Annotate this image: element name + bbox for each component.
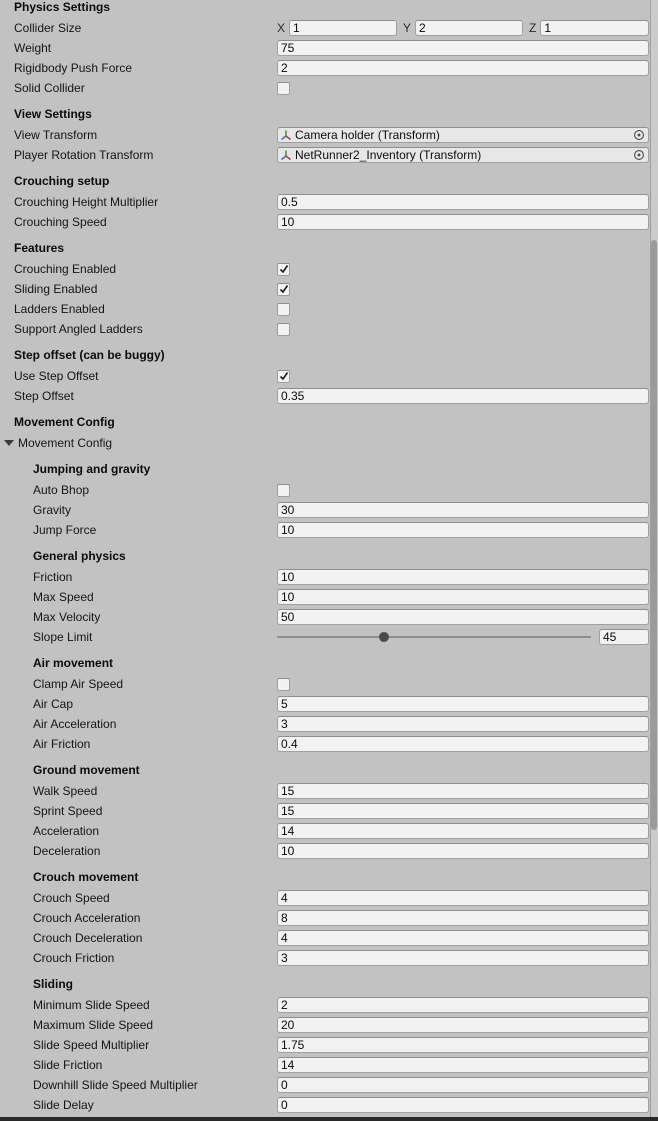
crouching-height-multiplier-input[interactable] — [277, 194, 649, 210]
crouch-friction-input[interactable] — [277, 950, 649, 966]
field-row — [0, 520, 658, 540]
field-row — [0, 480, 658, 500]
crouch-acceleration-label: Crouch Acceleration — [33, 911, 141, 925]
player-rotation-transform-object-value: NetRunner2_Inventory (Transform) — [295, 148, 482, 162]
field-row — [0, 299, 658, 319]
section-header: Physics Settings — [14, 0, 111, 14]
field-row — [0, 38, 658, 58]
field-row — [0, 1035, 658, 1055]
section-header: Air movement — [33, 656, 114, 670]
section-general-physics — [0, 549, 658, 647]
view-transform-object-value: Camera holder (Transform) — [295, 128, 440, 142]
field-row — [0, 801, 658, 821]
field-column — [277, 1097, 649, 1113]
field-column — [277, 910, 649, 926]
field-row — [0, 145, 658, 165]
field-column — [277, 283, 649, 296]
field-column — [277, 82, 649, 95]
use-step-offset-checkbox[interactable] — [277, 370, 290, 383]
section-header: Sliding — [33, 977, 73, 991]
maximum-slide-speed-input[interactable] — [277, 1017, 649, 1033]
slide-delay-label: Slide Delay — [33, 1098, 94, 1112]
walk-speed-input[interactable] — [277, 783, 649, 799]
bottom-divider-bar — [0, 1117, 658, 1121]
friction-input[interactable] — [277, 569, 649, 585]
field-row — [0, 781, 658, 801]
slide-friction-input[interactable] — [277, 1057, 649, 1073]
section-header: View Settings — [14, 107, 92, 121]
max-velocity-input[interactable] — [277, 609, 649, 625]
jump-force-input[interactable] — [277, 522, 649, 538]
field-row — [0, 58, 658, 78]
field-row — [0, 948, 658, 968]
deceleration-label: Deceleration — [33, 844, 101, 858]
collider-size-y-input[interactable] — [415, 20, 523, 36]
field-column — [277, 823, 649, 839]
max-velocity-label: Max Velocity — [33, 610, 101, 624]
field-row — [0, 1095, 658, 1115]
rigidbody-push-force-label: Rigidbody Push Force — [14, 61, 133, 75]
field-row — [0, 386, 658, 406]
slider-track[interactable] — [277, 636, 591, 638]
field-column — [277, 194, 649, 210]
object-picker-icon[interactable] — [630, 128, 648, 142]
field-row — [0, 319, 658, 339]
field-column — [277, 214, 649, 230]
jump-force-label: Jump Force — [33, 523, 97, 537]
field-column — [277, 323, 649, 336]
step-offset-label: Step Offset — [14, 389, 74, 403]
gravity-input[interactable] — [277, 502, 649, 518]
field-column — [277, 997, 649, 1013]
field-row — [0, 1055, 658, 1075]
foldout-triangle-icon[interactable] — [4, 440, 14, 446]
crouching-speed-label: Crouching Speed — [14, 215, 107, 229]
section-header: General physics — [33, 549, 126, 563]
axis-group — [529, 20, 649, 36]
slope-limit-input[interactable] — [599, 629, 649, 645]
section-header: Ground movement — [33, 763, 140, 777]
walk-speed-label: Walk Speed — [33, 784, 98, 798]
field-column — [277, 843, 649, 859]
field-column — [277, 502, 649, 518]
player-rotation-transform-object-field[interactable] — [277, 147, 649, 163]
field-row — [0, 192, 658, 212]
field-row — [0, 821, 658, 841]
field-row — [0, 500, 658, 520]
field-column — [277, 20, 649, 36]
minimum-slide-speed-input[interactable] — [277, 997, 649, 1013]
field-column — [277, 950, 649, 966]
air-friction-label: Air Friction — [33, 737, 91, 751]
section-step-offset-can-be-buggy — [0, 348, 658, 406]
movement-config-foldout[interactable] — [0, 433, 658, 453]
slide-speed-multiplier-input[interactable] — [277, 1037, 649, 1053]
field-row — [0, 995, 658, 1015]
slope-limit-slider[interactable] — [277, 629, 591, 645]
crouch-speed-label: Crouch Speed — [33, 891, 110, 905]
acceleration-label: Acceleration — [33, 824, 100, 838]
axis-x-label: X — [277, 21, 286, 35]
field-row — [0, 212, 658, 232]
maximum-slide-speed-label: Maximum Slide Speed — [33, 1018, 154, 1032]
field-column — [277, 678, 649, 691]
field-column — [277, 803, 649, 819]
field-row — [0, 366, 658, 386]
crouching-height-multiplier-label: Crouching Height Multiplier — [14, 195, 159, 209]
gravity-label: Gravity — [33, 503, 72, 517]
support-angled-ladders-checkbox[interactable] — [277, 323, 290, 336]
movement-config-foldout-label: Movement Config — [18, 436, 113, 450]
slope-limit-label: Slope Limit — [33, 630, 93, 644]
field-column — [277, 127, 649, 143]
field-column — [277, 147, 649, 163]
field-row — [0, 694, 658, 714]
transform-icon — [280, 149, 292, 161]
field-column — [277, 303, 649, 316]
use-step-offset-label: Use Step Offset — [14, 369, 99, 383]
section-crouching-setup — [0, 174, 658, 232]
downhill-slide-speed-multiplier-input[interactable] — [277, 1077, 649, 1093]
field-row — [0, 841, 658, 861]
field-row — [0, 78, 658, 98]
section-jumping-and-gravity — [0, 462, 658, 540]
field-row — [0, 125, 658, 145]
field-column — [277, 263, 649, 276]
field-row — [0, 674, 658, 694]
axis-z-label: Z — [529, 21, 537, 35]
auto-bhop-checkbox[interactable] — [277, 484, 290, 497]
field-column — [277, 589, 649, 605]
view-transform-object-field[interactable] — [277, 127, 649, 143]
field-row — [0, 587, 658, 607]
acceleration-input[interactable] — [277, 823, 649, 839]
section-header: Crouch movement — [33, 870, 139, 884]
field-column — [277, 522, 649, 538]
section-crouch-movement — [0, 870, 658, 968]
air-cap-label: Air Cap — [33, 697, 74, 711]
field-column — [277, 1017, 649, 1033]
ladders-enabled-label: Ladders Enabled — [14, 302, 105, 316]
scrollbar-track[interactable] — [650, 0, 658, 1117]
auto-bhop-label: Auto Bhop — [33, 483, 90, 497]
field-column — [277, 783, 649, 799]
collider-size-z-input[interactable] — [540, 20, 649, 36]
field-column — [277, 1057, 649, 1073]
field-column — [277, 930, 649, 946]
field-row — [0, 714, 658, 734]
downhill-slide-speed-multiplier-label: Downhill Slide Speed Multiplier — [33, 1078, 198, 1092]
section-view-settings — [0, 107, 658, 165]
section-header: Step offset (can be buggy) — [14, 348, 165, 362]
collider-size-label: Collider Size — [14, 21, 82, 35]
object-picker-icon[interactable] — [630, 148, 648, 162]
field-row — [0, 928, 658, 948]
field-row — [0, 607, 658, 627]
field-column — [277, 388, 649, 404]
axis-group — [403, 20, 523, 36]
field-column — [277, 1037, 649, 1053]
support-angled-ladders-label: Support Angled Ladders — [14, 322, 143, 336]
minimum-slide-speed-label: Minimum Slide Speed — [33, 998, 150, 1012]
slide-delay-input[interactable] — [277, 1097, 649, 1113]
field-column — [277, 696, 649, 712]
field-row — [0, 279, 658, 299]
section-header: Movement Config — [14, 415, 115, 429]
weight-input[interactable] — [277, 40, 649, 56]
field-column — [277, 609, 649, 625]
field-column — [277, 890, 649, 906]
collider-size-vector3-field — [277, 20, 649, 36]
field-column — [277, 60, 649, 76]
solid-collider-label: Solid Collider — [14, 81, 85, 95]
field-row — [0, 888, 658, 908]
rigidbody-push-force-input[interactable] — [277, 60, 649, 76]
field-row — [0, 908, 658, 928]
scrollbar-thumb[interactable] — [651, 240, 657, 830]
player-rotation-transform-label: Player Rotation Transform — [14, 148, 154, 162]
field-row — [0, 1075, 658, 1095]
sprint-speed-input[interactable] — [277, 803, 649, 819]
field-column — [277, 716, 649, 732]
field-column — [277, 1077, 649, 1093]
clamp-air-speed-label: Clamp Air Speed — [33, 677, 124, 691]
field-column — [277, 569, 649, 585]
field-row — [0, 1015, 658, 1035]
section-physics-settings — [0, 0, 658, 98]
collider-size-x-input[interactable] — [289, 20, 397, 36]
section-header: Features — [14, 241, 65, 255]
slide-speed-multiplier-label: Slide Speed Multiplier — [33, 1038, 150, 1052]
field-row — [0, 627, 658, 647]
field-row — [0, 734, 658, 754]
slope-limit-slider-group — [277, 629, 649, 645]
sprint-speed-label: Sprint Speed — [33, 804, 103, 818]
air-cap-input[interactable] — [277, 696, 649, 712]
solid-collider-checkbox[interactable] — [277, 82, 290, 95]
max-speed-label: Max Speed — [33, 590, 94, 604]
field-column — [277, 484, 649, 497]
section-sliding — [0, 977, 658, 1115]
air-acceleration-label: Air Acceleration — [33, 717, 117, 731]
crouching-enabled-label: Crouching Enabled — [14, 262, 117, 276]
crouch-speed-input[interactable] — [277, 890, 649, 906]
field-row — [0, 18, 658, 38]
field-column — [277, 736, 649, 752]
field-column — [277, 40, 649, 56]
crouch-deceleration-label: Crouch Deceleration — [33, 931, 143, 945]
field-row — [0, 567, 658, 587]
slide-friction-label: Slide Friction — [33, 1058, 103, 1072]
axis-y-label: Y — [403, 21, 412, 35]
crouch-acceleration-input[interactable] — [277, 910, 649, 926]
step-offset-input[interactable] — [277, 388, 649, 404]
slider-thumb[interactable] — [379, 632, 389, 642]
deceleration-input[interactable] — [277, 843, 649, 859]
section-ground-movement — [0, 763, 658, 861]
clamp-air-speed-checkbox[interactable] — [277, 678, 290, 691]
section-features — [0, 241, 658, 339]
section-header: Jumping and gravity — [33, 462, 151, 476]
field-column — [277, 629, 649, 645]
crouching-speed-input[interactable] — [277, 214, 649, 230]
air-friction-input[interactable] — [277, 736, 649, 752]
field-row — [0, 259, 658, 279]
sliding-enabled-label: Sliding Enabled — [14, 282, 98, 296]
max-speed-input[interactable] — [277, 589, 649, 605]
view-transform-label: View Transform — [14, 128, 98, 142]
crouching-enabled-checkbox[interactable] — [277, 263, 290, 276]
ladders-enabled-checkbox[interactable] — [277, 303, 290, 316]
section-header: Crouching setup — [14, 174, 110, 188]
sliding-enabled-checkbox[interactable] — [277, 283, 290, 296]
transform-icon — [280, 129, 292, 141]
crouch-deceleration-input[interactable] — [277, 930, 649, 946]
field-column — [277, 370, 649, 383]
weight-label: Weight — [14, 41, 52, 55]
section-movement-config — [0, 415, 658, 453]
crouch-friction-label: Crouch Friction — [33, 951, 115, 965]
friction-label: Friction — [33, 570, 73, 584]
air-acceleration-input[interactable] — [277, 716, 649, 732]
section-air-movement — [0, 656, 658, 754]
axis-group — [277, 20, 397, 36]
